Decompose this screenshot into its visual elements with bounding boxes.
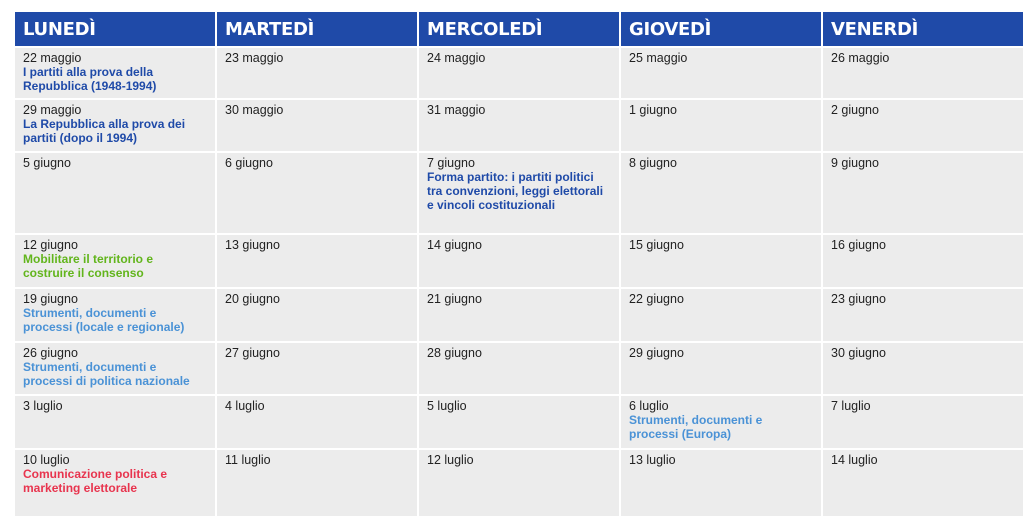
cell-date: 7 giugno: [427, 156, 475, 170]
day-cell: [217, 153, 417, 233]
cell-event-title: Forma partito: i partiti politici tra convenzioni, leggi elettorali e vincoli costituzionali: [427, 170, 604, 212]
day-cell: [823, 450, 1023, 516]
week-row: [15, 153, 1023, 233]
cell-event-title: Strumenti, documenti e processi di politica nazionale: [23, 360, 190, 388]
cell-date: 22 maggio: [23, 51, 82, 65]
day-cell: [15, 289, 215, 341]
cell-date: 26 giugno: [23, 346, 78, 360]
cell-date: 13 giugno: [225, 238, 280, 252]
cell-date: 5 giugno: [23, 156, 71, 170]
cell-date: 9 giugno: [831, 156, 879, 170]
day-cell: [15, 48, 215, 98]
day-cell: [15, 153, 215, 233]
cell-date: 29 giugno: [629, 346, 684, 360]
day-cell: [621, 153, 821, 233]
day-cell: [217, 48, 417, 98]
day-cell: [823, 343, 1023, 394]
cell-date: 12 giugno: [23, 238, 78, 252]
cell-date: 15 giugno: [629, 238, 684, 252]
day-cell: [621, 289, 821, 341]
day-cell: [621, 235, 821, 287]
cell-event-title: Comunicazione politica e marketing elettorale: [23, 467, 168, 495]
day-cell: [823, 48, 1023, 98]
cell-date: 31 maggio: [427, 103, 486, 117]
cell-date: 10 luglio: [23, 453, 70, 467]
day-cell: [621, 396, 821, 448]
cell-event-title: Mobilitare il territorio e costruire il consenso: [23, 252, 154, 280]
cell-date: 4 luglio: [225, 399, 265, 413]
header-tuesday: MARTEDÌ: [217, 12, 417, 46]
day-cell: [823, 100, 1023, 151]
cell-event-title: La Repubblica alla prova dei partiti (dopo il 1994): [23, 117, 186, 145]
cell-date: 26 maggio: [831, 51, 890, 65]
cell-date: 14 giugno: [427, 238, 482, 252]
day-cell: [217, 235, 417, 287]
cell-event-title: Strumenti, documenti e processi (locale e regionale): [23, 306, 185, 334]
cell-date: 30 giugno: [831, 346, 886, 360]
day-cell: [15, 450, 215, 516]
cell-date: 23 maggio: [225, 51, 284, 65]
cell-date: 6 luglio: [629, 399, 669, 413]
day-cell: [621, 100, 821, 151]
week-row: [15, 289, 1023, 341]
day-cell: [823, 396, 1023, 448]
calendar-schedule: [13, 10, 1016, 518]
day-cell: [419, 450, 619, 516]
cell-date: 14 luglio: [831, 453, 878, 467]
cell-date: 16 giugno: [831, 238, 886, 252]
day-cell: [823, 289, 1023, 341]
cell-event-title: Strumenti, documenti e processi (Europa): [629, 413, 763, 441]
cell-event-title: I partiti alla prova della Repubblica (1948-1994): [23, 65, 157, 93]
day-cell: [217, 396, 417, 448]
week-row: [15, 450, 1023, 516]
day-cell: [217, 450, 417, 516]
cell-date: 12 luglio: [427, 453, 474, 467]
cell-date: 30 maggio: [225, 103, 284, 117]
week-row: [15, 100, 1023, 151]
cell-date: 22 giugno: [629, 292, 684, 306]
day-cell: [419, 235, 619, 287]
day-cell: [15, 396, 215, 448]
cell-date: 19 giugno: [23, 292, 78, 306]
week-row: [15, 235, 1023, 287]
cell-date: 20 giugno: [225, 292, 280, 306]
day-cell: [419, 396, 619, 448]
week-row: [15, 48, 1023, 98]
week-row: [15, 396, 1023, 448]
week-row: [15, 343, 1023, 394]
day-cell: [823, 153, 1023, 233]
cell-date: 23 giugno: [831, 292, 886, 306]
day-cell: [15, 100, 215, 151]
day-cell: [621, 450, 821, 516]
day-cell: [217, 343, 417, 394]
cell-date: 24 maggio: [427, 51, 486, 65]
cell-date: 5 luglio: [427, 399, 467, 413]
cell-date: 13 luglio: [629, 453, 676, 467]
weekday-header-row: [15, 12, 1023, 46]
cell-date: 6 giugno: [225, 156, 273, 170]
cell-date: 27 giugno: [225, 346, 280, 360]
header-thursday: GIOVEDÌ: [621, 12, 821, 46]
cell-date: 2 giugno: [831, 103, 879, 117]
day-cell: [621, 48, 821, 98]
header-wednesday: MERCOLEDÌ: [419, 12, 619, 46]
day-cell: [15, 235, 215, 287]
cell-date: 29 maggio: [23, 103, 82, 117]
day-cell: [419, 153, 619, 233]
day-cell: [217, 100, 417, 151]
cell-date: 28 giugno: [427, 346, 482, 360]
day-cell: [823, 235, 1023, 287]
cell-date: 21 giugno: [427, 292, 482, 306]
day-cell: [217, 289, 417, 341]
header-friday: VENERDÌ: [823, 12, 1023, 46]
cell-date: 1 giugno: [629, 103, 677, 117]
day-cell: [419, 100, 619, 151]
schedule-table: [13, 10, 1024, 518]
day-cell: [419, 289, 619, 341]
day-cell: [419, 48, 619, 98]
day-cell: [15, 343, 215, 394]
header-monday: LUNEDÌ: [15, 12, 215, 46]
day-cell: [621, 343, 821, 394]
cell-date: 8 giugno: [629, 156, 677, 170]
day-cell: [419, 343, 619, 394]
cell-date: 11 luglio: [225, 453, 271, 467]
cell-date: 7 luglio: [831, 399, 871, 413]
cell-date: 3 luglio: [23, 399, 63, 413]
cell-date: 25 maggio: [629, 51, 688, 65]
